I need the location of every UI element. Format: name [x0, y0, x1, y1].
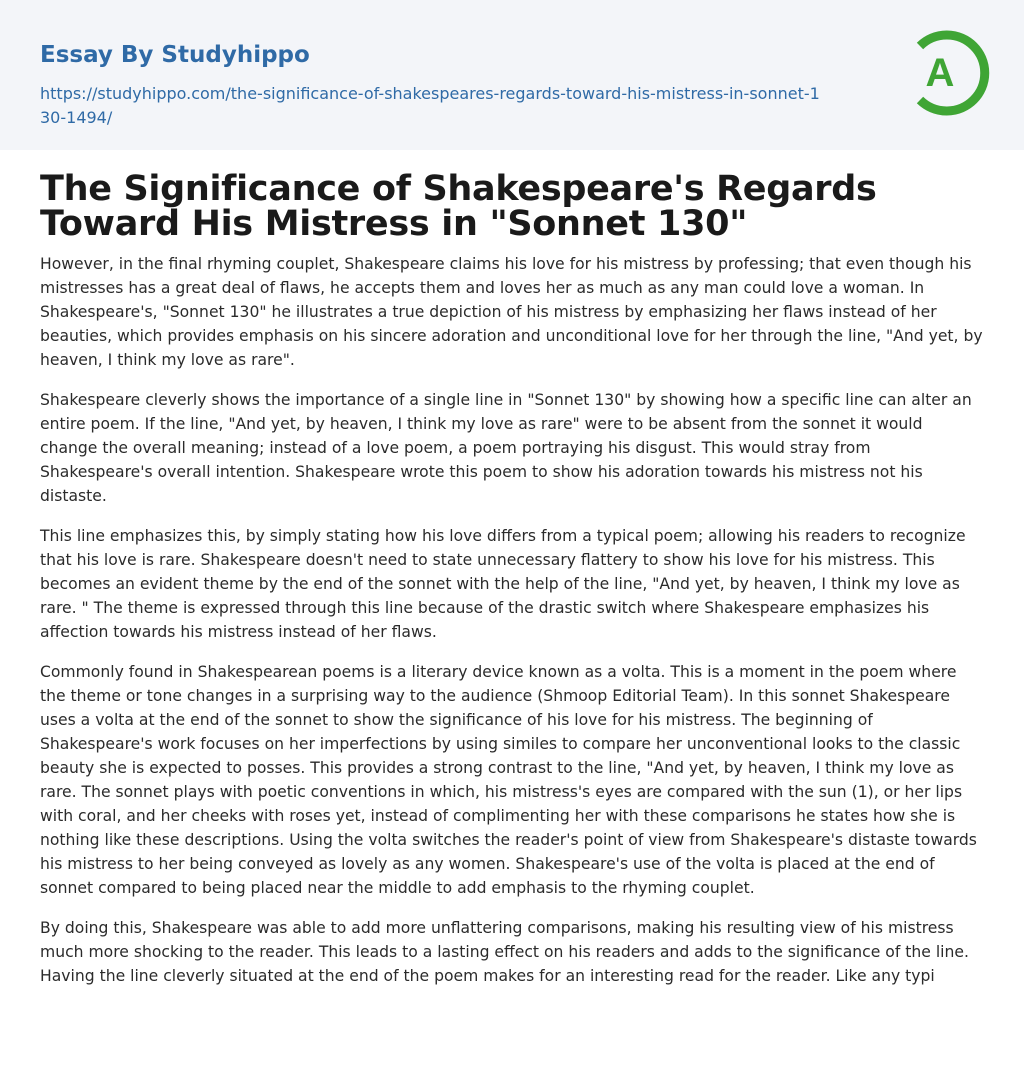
article-paragraph: However, in the final rhyming couplet, Shakespeare claims his love for his mistress by professing; that even though his mistresses has a great deal of flaws, he accepts them and loves her as much as any man could love a woman. In Shakespeare's, "Sonnet 130" he illustrates a true depiction of his mistress by emphasizing her flaws instead of her beauties, which provides emphasis on his sincere adoration and unconditional love for her through the line, "And yet, by heaven, I think my love as rare". [40, 255, 983, 369]
article-paragraph: Shakespeare cleverly shows the importance of a single line in "Sonnet 130" by showing how a specific line can alter an entire poem. If the line, "And yet, by heaven, I think my love as rare" were to be absent from the sonnet it would change the overall meaning; instead of a love poem, a poem portraying his disgust. This would stray from Shakespeare's overall intention. Shakespeare wrote this poem to show his adoration towards his mistress not his distaste. [40, 391, 972, 505]
studyhippo-logo-icon[interactable] [906, 28, 990, 118]
article-paragraph: Commonly found in Shakespearean poems is a literary device known as a volta. This is a moment in the poem where the theme or tone changes in a surprising way to the audience (Shmoop Editorial Team). In this sonnet Shakespeare uses a volta at the end of the sonnet to show the significance of his love for his mistress. The beginning of Shakespeare's work focuses on her imperfections by using similes to compare her unconventional looks to the classic beauty she is expected to posses. This provides a strong contrast to the line, "And yet, by heaven, I think my love as rare. The sonnet plays with poetic conventions in which, his mistress's eyes are compared with the sun (1), or her lips with coral, and her cheeks with roses yet, instead of complimenting her with these comparisons he states how she is nothing like these descriptions. Using the volta switches the reader's point of view from Shakespeare's distaste towards his mistress to her being conveyed as lovely as any women. Shakespeare's use of the volta is placed at the end of sonnet compared to being placed near the middle to add emphasis to the rhyming couplet. [40, 663, 977, 897]
article-paragraph: By doing this, Shakespeare was able to add more unflattering comparisons, making his resulting view of his mistress much more shocking to the reader. This leads to a lasting effect on his readers and adds to the significance of the line. Having the line cleverly situated at the end of the poem makes for an interesting read for the reader. Like any typi [40, 919, 969, 985]
article-title: The Significance of Shakespeare's Regards Toward His Mistress in "Sonnet 130" [40, 169, 877, 244]
article [0, 150, 1024, 988]
source-url-link[interactable]: https://studyhippo.com/the-significance-of-shakespeares-regards-toward-his-mistress-in-sonnet-130-1494/ [40, 84, 820, 127]
brand-title: Essay By Studyhippo [40, 42, 310, 68]
article-paragraph: This line emphasizes this, by simply stating how his love differs from a typical poem; allowing his readers to recognize that his love is rare. Shakespeare doesn't need to state unnecessary flattery to show his love for his mistress. This becomes an evident theme by the end of the sonnet with the help of the line, "And yet, by heaven, I think my love as rare. " The theme is expressed through this line because of the drastic switch where Shakespeare emphasizes his affection towards his mistress instead of her flaws. [40, 527, 966, 641]
site-header [0, 0, 1024, 150]
logo-letter: A [925, 51, 955, 95]
